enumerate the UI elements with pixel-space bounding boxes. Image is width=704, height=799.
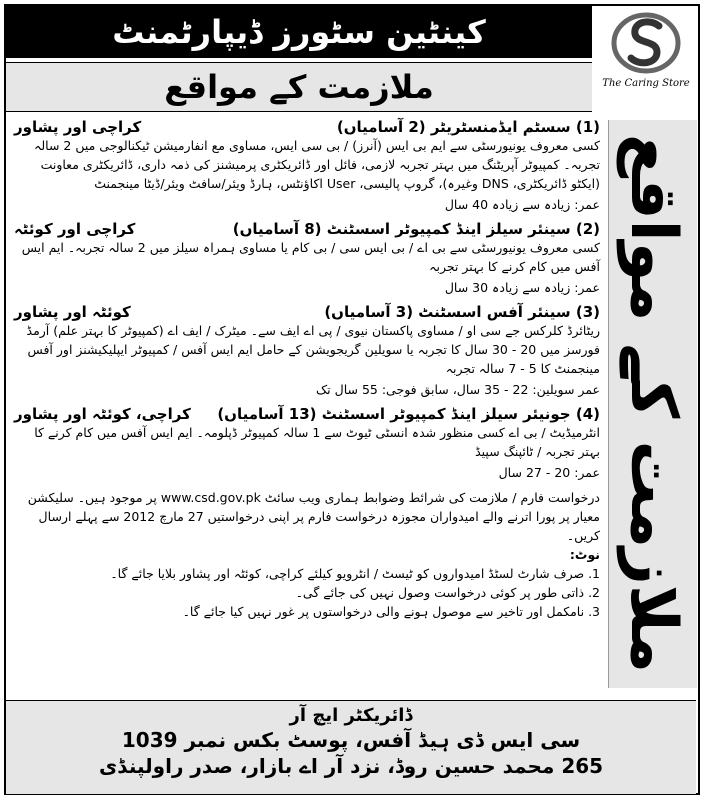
- logo-tagline: The Caring Store: [602, 78, 690, 89]
- side-banner-text: ملازمت کے مواقع: [616, 134, 690, 674]
- side-banner: [608, 120, 697, 688]
- position-1: [14, 118, 600, 212]
- position-age: عمر: 20 - 27 سال: [498, 465, 600, 480]
- logo-emblem-icon: [611, 12, 681, 74]
- position-heading: (1) سسٹم ایڈمنسٹریٹر (2 آسامیاں): [336, 118, 600, 136]
- position-location: کوئٹہ اور پشاور: [14, 303, 131, 321]
- page-title: کینٹین سٹورز ڈیپارٹمنٹ: [6, 6, 592, 58]
- footer-director: ڈائریکٹر ایچ آر: [289, 705, 413, 726]
- position-location: کراچی، کوئٹہ اور پشاور: [14, 405, 191, 423]
- contact-footer: [6, 700, 696, 794]
- page-subtitle: ملازمت کے مواقع: [6, 62, 592, 112]
- position-details: انٹرمیڈیٹ / بی اے کسی منظور شدہ انسٹی ٹیوٹ سے 1 سالہ کمپیوٹر ڈپلومہ۔ ایم ایس آفس میں کام کرنے کا بہتر تجربہ / ٹائپنگ سپیڈ: [34, 425, 600, 459]
- footer-address: 265 محمد حسین روڈ، نزد آر اے بازار، صدر راولپنڈی: [98, 754, 604, 778]
- application-instructions: درخواست فارم / ملازمت کی شرائط وضوابط ہماری ویب سائٹ www.csd.gov.pk پر موجود ہیں۔ سلیکشن معیار پر پورا اترنے والے امیدواران مجوزہ درخواست فارم پر اپنی درخواستیں 27 مارچ 2012 سے پہلے ارسال کریں۔: [27, 490, 600, 543]
- job-listings: [14, 118, 600, 694]
- note-item: 2. ذاتی طور پر کوئی درخواست وصول نہیں کی جائے گی۔: [295, 585, 600, 600]
- position-3: [14, 303, 600, 397]
- position-location: کراچی اور پشاور: [14, 118, 142, 136]
- position-heading: (2) سینئر سیلز اینڈ کمپیوٹر اسسٹنٹ (8 آسامیاں): [232, 220, 600, 238]
- notes-title: نوٹ:: [569, 547, 600, 562]
- position-details: ریٹائرڈ کلرکس جے سی او / مساوی پاکستان نیوی / پی اے ایف سے۔ میٹرک / ایف اے (کمپیوٹر کا بہتر علم) آرمڈ فورسز میں 20 - 30 سال کا تجربہ یا سویلین گریجویشن کے حامل ایم ایس آفس / کمپیوٹر ایپلیکیشنز اور آفس مینجمنٹ کا 5 - 7 سالہ تجربہ: [26, 323, 600, 376]
- footer-postbox: سی ایس ڈی ہیڈ آفس، پوسٹ بکس نمبر 1039: [121, 728, 581, 752]
- note-item: 3. نامکمل اور تاخیر سے موصول ہونے والی درخواستوں پر غور نہیں کیا جائے گا۔: [182, 604, 600, 619]
- position-2: [14, 220, 600, 295]
- note-item: 1. صرف شارٹ لسٹڈ امیدواروں کو ٹیسٹ / انٹرویو کیلئے کراچی، کوئٹہ اور پشاور بلایا جائے گا۔: [110, 566, 600, 581]
- position-details: کسی معروف یونیورسٹی سے بی اے / بی ایس سی / بی کام یا مساوی ہمراہ سیلز میں 2 سالہ تجربہ۔ ایم ایس آفس میں کام کرنے کا بہتر تجربہ: [21, 240, 600, 274]
- notes: [14, 545, 600, 621]
- position-age: عمر سویلین: 22 - 35 سال، سابق فوجی: 55 سال تک: [315, 382, 600, 397]
- position-4: [14, 405, 600, 480]
- position-heading: (3) سینئر آفس اسسٹنٹ (3 آسامیاں): [324, 303, 600, 321]
- position-heading: (4) جونیئر سیلز اینڈ کمپیوٹر اسسٹنٹ (13 آسامیاں): [217, 405, 600, 423]
- position-location: کراچی اور کوئٹہ: [14, 220, 136, 238]
- csd-logo: [596, 6, 696, 102]
- position-details: کسی معروف یونیورسٹی سے ایم بی ایس (آنرز) / بی سی ایس، مساوی مع انفارمیشن ٹیکنالوجی میں 2 سالہ تجربہ۔ کمپیوٹر آپریٹنگ میں بہتر تجربہ لازمی، فائل اور ڈائریکٹری پرمیشنز کی ذمہ داری، ڈائریکٹری معاونت (ایکٹو ڈائریکٹری، DNS وغیرہ)، گروپ پالیسی، User اکاؤنٹس، ہارڈ ویئر/سافٹ ویئر/ڈیٹا مینجمنٹ: [34, 138, 600, 191]
- position-age: عمر: زیادہ سے زیادہ 30 سال: [444, 280, 600, 295]
- position-age: عمر: زیادہ سے زیادہ 40 سال: [444, 197, 600, 212]
